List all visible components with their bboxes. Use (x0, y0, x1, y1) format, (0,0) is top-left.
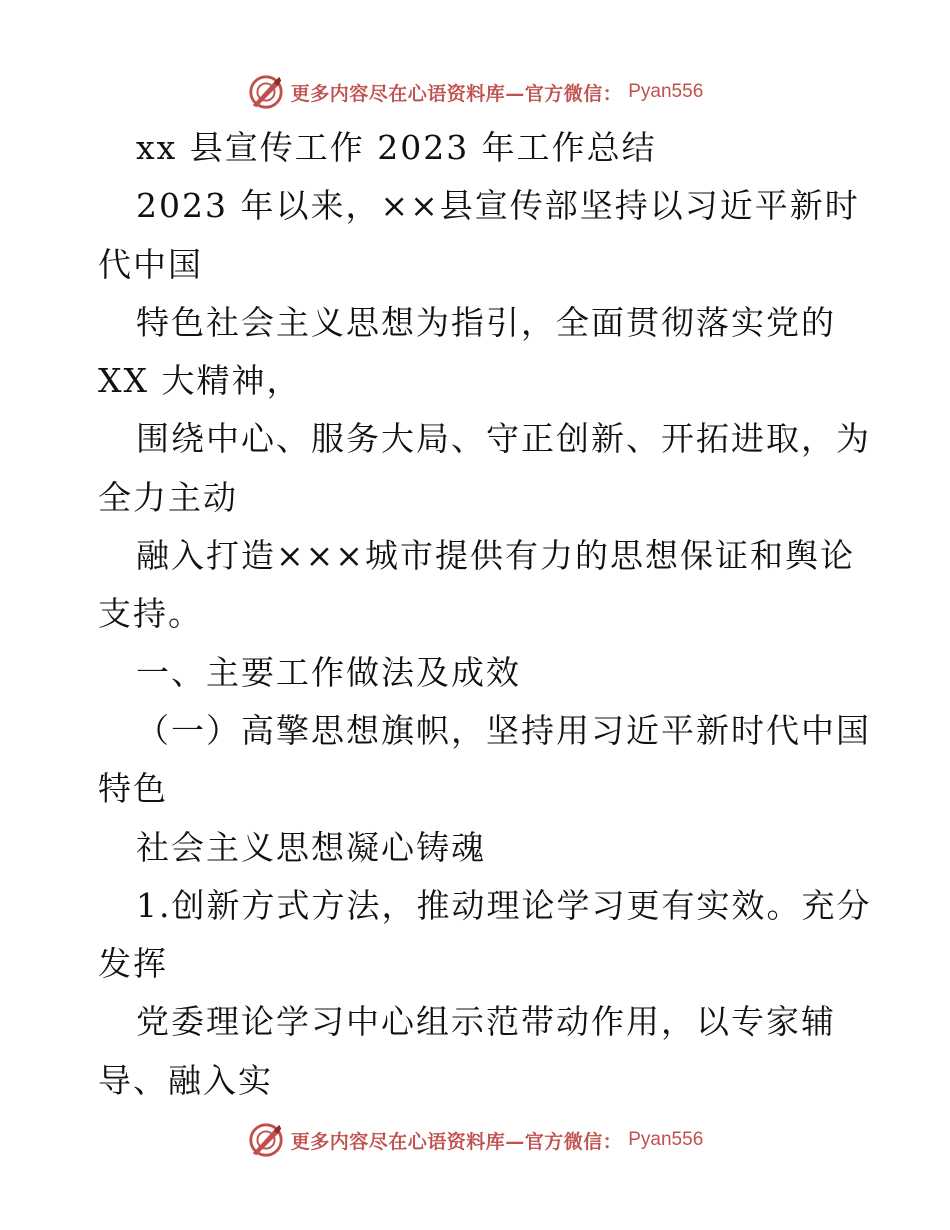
text-line: 社会主义思想凝心铸魂 (136, 827, 486, 867)
text-line: 代中国 (98, 244, 203, 284)
watermark-banner-bottom (0, 1118, 950, 1162)
text-line: 2023 年以来，××县宣传部坚持以习近平新时 (136, 186, 860, 226)
pen-logo-icon (247, 1121, 285, 1159)
section-heading: 一、主要工作做法及成效 (136, 652, 521, 692)
text-line: 发挥 (98, 944, 168, 984)
watermark-banner-top (0, 70, 950, 114)
watermark-content (247, 1121, 704, 1159)
watermark-wechat-id: Pyan556 (628, 1129, 704, 1150)
text-line: 特色社会主义思想为指引，全面贯彻落实党的 (136, 302, 836, 342)
text-line: 1.创新方式方法，推动理论学习更有实效。充分 (136, 885, 872, 925)
text-line: XX 大精神， (98, 361, 302, 401)
text-line: 全力主动 (98, 477, 238, 517)
text-line: 导、融入实 (98, 1060, 273, 1100)
watermark-text: 更多内容尽在心语资料库—官方微信： (290, 1130, 623, 1153)
text-line: 融入打造×××城市提供有力的思想保证和舆论 (136, 536, 855, 576)
subsection-heading: （一）高擎思想旗帜，坚持用习近平新时代中国 (136, 710, 871, 750)
document-title: xx 县宣传工作 2023 年工作总结 (136, 128, 657, 167)
text-line: 支持。 (98, 594, 203, 634)
watermark-text: 更多内容尽在心语资料库—官方微信： (290, 82, 623, 105)
text-line: 党委理论学习中心组示范带动作用，以专家辅 (136, 1002, 836, 1042)
watermark-content (247, 73, 704, 111)
watermark-wechat-id: Pyan556 (628, 81, 704, 102)
text-line: 特色 (98, 769, 168, 809)
pen-logo-icon (247, 73, 285, 111)
text-line: 围绕中心、服务大局、守正创新、开拓进取，为 (136, 419, 871, 459)
document-body (98, 119, 872, 1110)
